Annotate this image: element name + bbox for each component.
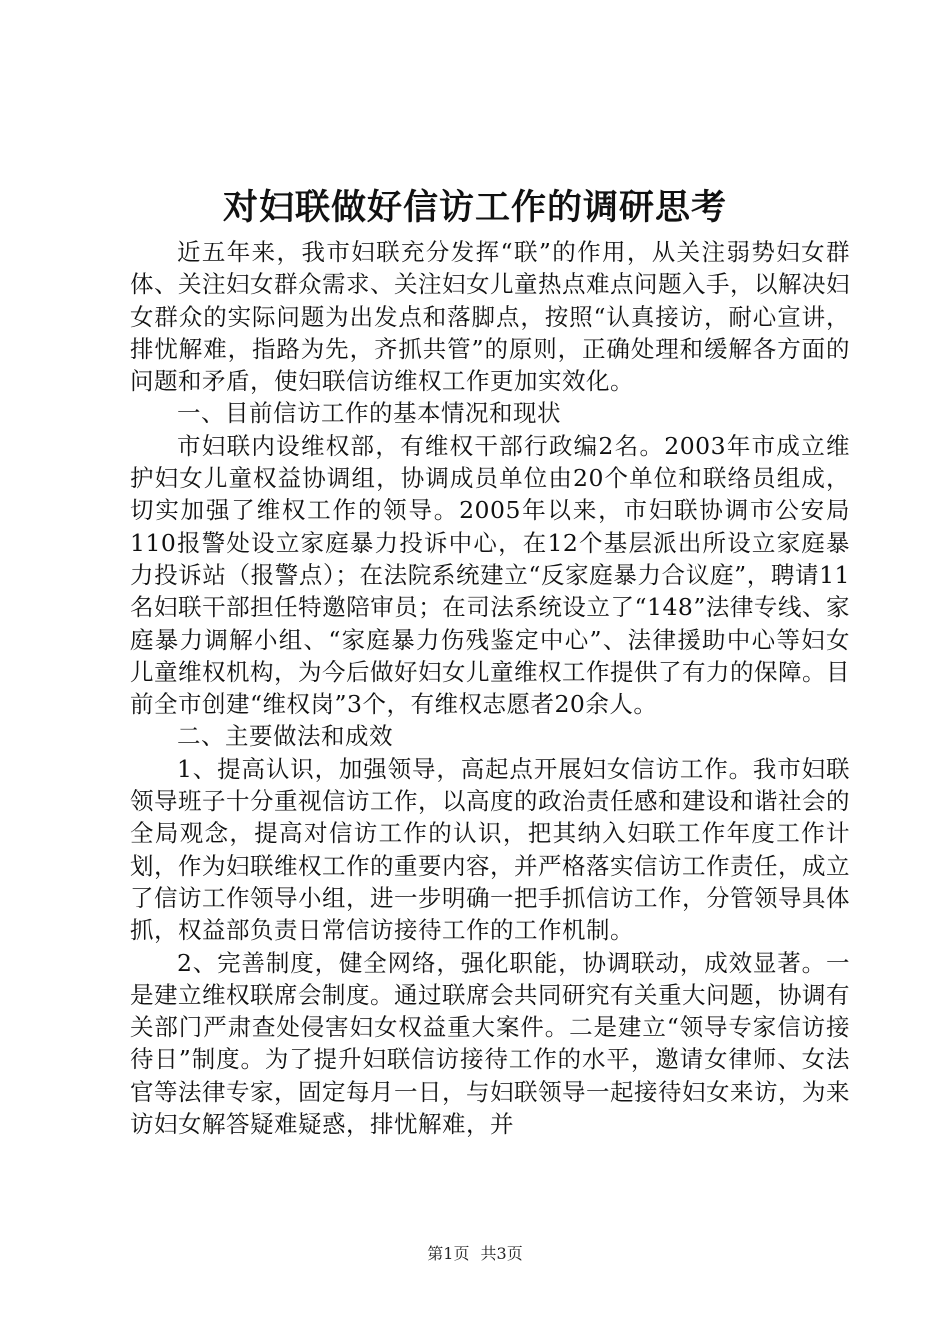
page-footer — [0, 1242, 950, 1266]
paragraph-current-situation: 市妇联内设维权部，有维权干部行政编2名。2003年市成立维护妇女儿童权益协调组，协调成员单位由20个单位和联络员组成，切实加强了维权工作的领导。2005年以来，市妇联协调市公安局110报警处设立家庭暴力投诉中心，在12个基层派出所设立家庭暴力投诉站（报警点）；在法院系统建立“反家庭暴力合议庭”，聘请11名妇联干部担任特邀陪审员；在司法系统设立了“148”法律专线、家庭暴力调解小组、“家庭暴力伤残鉴定中心”、法律援助中心等妇女儿童维权机构，为今后做好妇女儿童维权工作提供了有力的保障。目前全市创建“维权岗”3个，有维权志愿者20余人。 — [130, 431, 850, 719]
document-body — [130, 236, 850, 1140]
paragraph-practice-1: 1、提高认识，加强领导，高起点开展妇女信访工作。我市妇联领导班子十分重视信访工作，以高度的政治责任感和建设和谐社会的全局观念，提高对信访工作的认识，把其纳入妇联工作年度工作计划，作为妇联维权工作的重要内容，并严格落实信访工作责任，成立了信访工作领导小组，进一步明确一把手抓信访工作，分管领导具体抓，权益部负责日常信访接待工作的工作机制。 — [130, 754, 850, 945]
page-title: 对妇联做好信访工作的调研思考 — [222, 187, 727, 228]
section-heading-1: 一、目前信访工作的基本情况和现状 — [177, 399, 561, 428]
section-heading-2: 二、主要做法和成效 — [177, 722, 393, 751]
paragraph-practice-2: 2、完善制度，健全网络，强化职能，协调联动，成效显著。一是建立维权联席会制度。通过联席会共同研究有关重大问题，协调有关部门严肃查处侵害妇女权益重大案件。二是建立“领导专家信访接待日”制度。为了提升妇联信访接待工作的水平，邀请女律师、女法官等法律专家，固定每月一日，与妇联领导一起接待妇女来访，为来访妇女解答疑难疑惑，排忧解难，并 — [130, 948, 850, 1139]
paragraph-intro: 近五年来，我市妇联充分发挥“联”的作用，从关注弱势妇女群体、关注妇女群众需求、关注妇女儿童热点难点问题入手，以解决妇女群众的实际问题为出发点和落脚点，按照“认真接访，耐心宣讲，排忧解难，指路为先，齐抓共管”的原则，正确处理和缓解各方面的问题和矛盾，使妇联信访维权工作更加实效化。 — [130, 238, 850, 396]
page-total: 共3页 — [480, 1244, 523, 1263]
page-number: 第1页 — [427, 1244, 470, 1263]
